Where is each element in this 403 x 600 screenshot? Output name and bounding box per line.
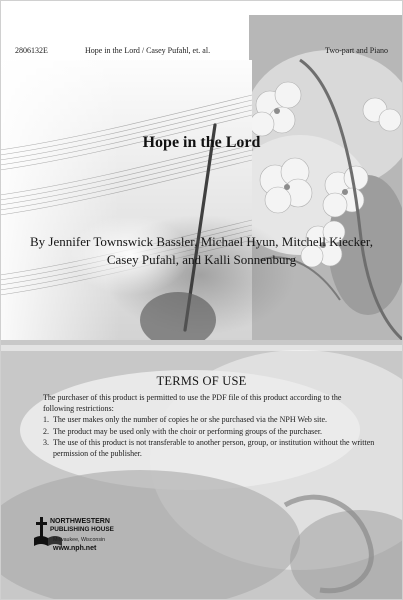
page-title: Hope in the Lord (142, 134, 261, 151)
composer-credits (14, 233, 389, 269)
sheet-music-photo (0, 60, 295, 348)
terms-item-text: The product may be used only with the choir or performing groups of the purchaser. (53, 426, 323, 436)
composer-line-1: By Jennifer Townswick Bassler, Michael Hyun, Mitchell Kiecker, (30, 234, 373, 249)
terms-item-text: The user makes only the number of copies he or she purchased via the NPH Web site. (53, 415, 328, 424)
terms-item (43, 427, 383, 438)
publisher-url: www.nph.net (53, 545, 97, 552)
terms-item (43, 438, 383, 459)
terms-item-number: 2. (43, 426, 49, 436)
product-code: 2806132E (15, 46, 48, 55)
publisher-logo (34, 516, 154, 570)
publisher-name-sub: PUBLISHING HOUSE (50, 526, 114, 533)
terms-heading: TERMS OF USE (156, 374, 247, 388)
terms-item-text: The use of this product is not transferable to another person, group, or institution without the written permission of the publisher. (53, 438, 375, 458)
composer-line-2: Casey Pufahl, and Kalli Sonnenburg (106, 252, 297, 267)
product-description: Hope in the Lord / Casey Pufahl, et. al. (85, 46, 211, 55)
publisher-name: NORTHWESTERN (50, 518, 110, 525)
terms-intro: The purchaser of this product is permitted to use the PDF file of this product according to the following restrictions: (43, 393, 342, 413)
product-voicing: Two-part and Piano (325, 46, 388, 55)
terms-item-number: 3. (43, 438, 49, 447)
terms-item (43, 415, 383, 426)
terms-item-number: 1. (43, 415, 49, 424)
terms-list (43, 415, 383, 460)
publisher-location: Milwaukee, Wisconsin (53, 537, 106, 543)
